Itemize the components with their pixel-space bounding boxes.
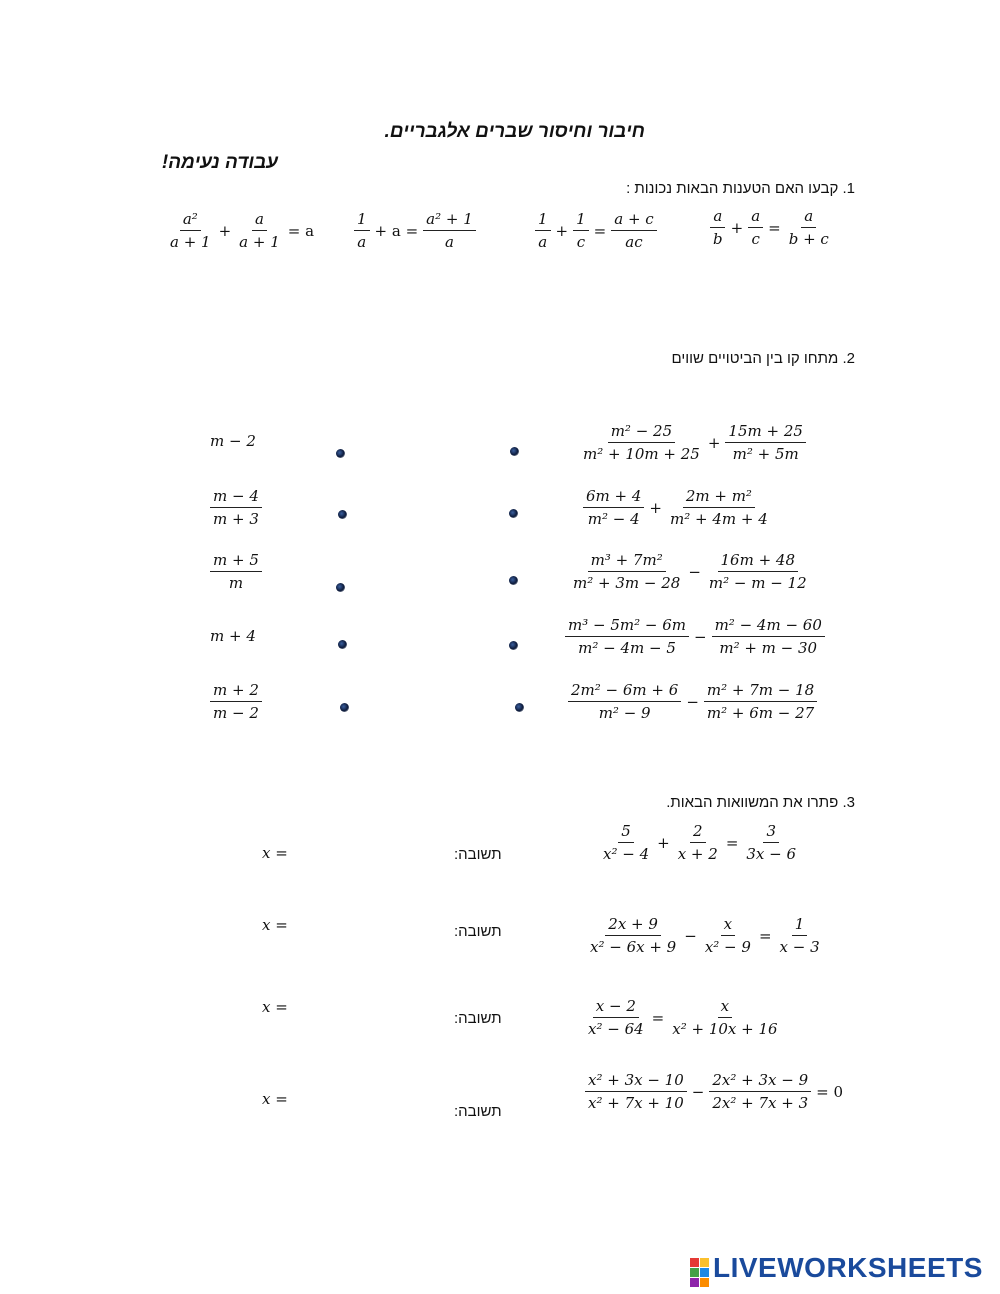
match-dot-right-4[interactable]	[509, 641, 518, 650]
match-dot-left-5[interactable]	[340, 703, 349, 712]
logo-square	[690, 1278, 699, 1287]
q3-equation-3: $\frac{x - 2}{\text{x² − 64}}$ = $\frac{x}{\text{x² + 10x + 16}}$	[588, 997, 778, 1038]
q2-right-1: $\frac{\text{m² − 25}}{\text{m² + 10m + 25}}$ + $\frac{15m + 25}{\text{m² + 5m}}$	[578, 420, 808, 465]
q1-label: 1. קבעו האם הטענות הבאות נכונות :	[626, 180, 855, 197]
page-title: חיבור וחיסור שברים אלגבריים.	[384, 121, 645, 142]
logo-square	[700, 1258, 709, 1267]
q3-equation-1: $\frac{5}{\text{x² − 4}}$ + $\frac{2}{x + 2}$ = $\frac{3}{3x - 6}$	[603, 822, 797, 863]
q3-equation-4: $\frac{\text{x² + 3x − 10}}{\text{x² + 7x + 10}}$ − $\frac{\text{2x² + 3x − 9}}{\text{2x² + 7x + 3}}$ = 0	[583, 1069, 846, 1114]
match-dot-right-5[interactable]	[515, 703, 524, 712]
match-dot-right-1[interactable]	[510, 447, 519, 456]
q2-label: 2. מתחו קו בין הביטויים שווים	[671, 350, 855, 367]
match-dot-left-1[interactable]	[336, 449, 345, 458]
match-dot-right-2[interactable]	[509, 509, 518, 518]
logo-square	[700, 1278, 709, 1287]
q2-left-2: $\frac{m - 4}{m + 3}$	[208, 485, 264, 530]
liveworksheets-logo	[690, 1252, 983, 1287]
q3-x-label-2: x =	[262, 916, 288, 934]
logo-square	[700, 1268, 709, 1277]
match-dot-left-2[interactable]	[338, 510, 347, 519]
q2-right-5: $\frac{\text{2m² − 6m + 6}}{\text{m² − 9}}$ − $\frac{\text{m² + 7m − 18}}{\text{m² + 6m − 27}}$	[566, 679, 819, 724]
liveworksheets-logo-icon	[690, 1258, 709, 1287]
liveworksheets-logo-text: LIVEWORKSHEETS	[713, 1252, 983, 1283]
q2-right-4: $\frac{\text{m³ − 5m² − 6m}}{\text{m² − 4m − 5}}$ − $\frac{\text{m² − 4m − 60}}{\text{m² + m − 30}}$	[563, 614, 827, 659]
q3-answer-label-1: תשובה:	[454, 846, 502, 863]
q3-x-label-1: x =	[262, 844, 288, 862]
q3-answer-label-2: תשובה:	[454, 923, 502, 940]
q2-right-3: $\frac{\text{m³ + 7m²}}{\text{m² + 3m − 28}}$ − $\frac{16m + 48}{\text{m² − m − 12}}$	[573, 551, 807, 592]
match-dot-right-3[interactable]	[509, 576, 518, 585]
q2-left-1: m − 2	[210, 432, 256, 450]
q1-statement-3: $\frac{1}{a}$ + $\frac{1}{c}$ = $\frac{a + c}{ac}$	[533, 208, 659, 253]
q3-x-label-4: x =	[262, 1090, 288, 1108]
q1-statement-4: $\frac{a}{b}$ + $\frac{a}{c}$ = $\frac{a}{b + c}$	[708, 205, 834, 250]
logo-square	[690, 1258, 699, 1267]
q2-left-4: m + 4	[210, 627, 256, 645]
page-subtitle: עבודה נעימה!	[161, 152, 278, 173]
q3-x-label-3: x =	[262, 998, 288, 1016]
match-dot-left-4[interactable]	[338, 640, 347, 649]
q3-label: 3. פתרו את המשוואות הבאות.	[666, 794, 855, 811]
logo-square	[690, 1268, 699, 1277]
q2-right-2: $\frac{6m + 4}{\text{m² − 4}}$ + $\frac{\text{2m + m²}}{\text{m² + 4m + 4}}$	[581, 485, 773, 530]
q1-statement-1: $\frac{\text{a²}}{a + 1}$ + $\frac{a}{a + 1}$ = a	[170, 210, 315, 251]
match-dot-left-3[interactable]	[336, 583, 345, 592]
q3-equation-2: $\frac{2x + 9}{\text{x² − 6x + 9}}$ − $\frac{x}{\text{x² − 9}}$ = $\frac{1}{x - 3}$	[590, 915, 820, 956]
q2-left-5: $\frac{m + 2}{m - 2}$	[208, 679, 264, 724]
q3-answer-label-4: תשובה:	[454, 1103, 502, 1120]
q2-left-3: $\frac{m + 5}{m}$	[208, 549, 264, 594]
q3-answer-label-3: תשובה:	[454, 1010, 502, 1027]
q1-statement-2: $\frac{1}{a}$ + a = $\frac{\text{a² + 1}}{a}$	[352, 208, 478, 253]
